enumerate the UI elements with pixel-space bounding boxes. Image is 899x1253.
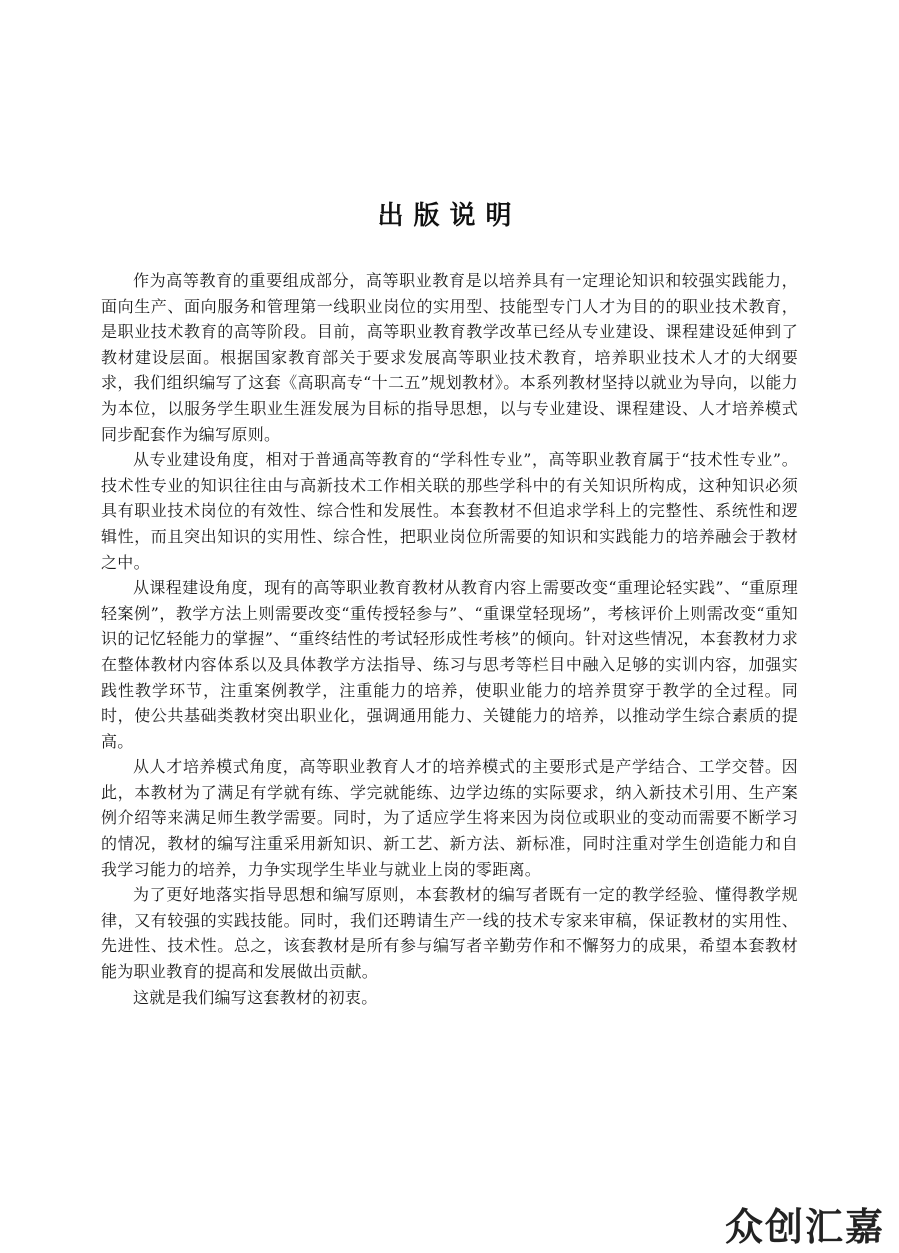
watermark-logo: 众创汇嘉	[724, 1205, 885, 1249]
page-title: 出版说明	[377, 201, 522, 231]
paragraph-6: 这就是我们编写这套教材的初衷。	[133, 987, 378, 1007]
document-body	[101, 268, 798, 1010]
paragraph-1: 作为高等教育的重要组成部分，高等职业教育是以培养具有一定理论知识和较强实践能力，面向生产、面向服务和管理第一线职业岗位的实用型、技能型专门人才为目的的职业技术教育，是职业技术教育的高等阶段。目前，高等职业教育教学改革已经从专业建设、课程建设延伸到了教材建设层面。根据国家教育部关于要求发展高等职业技术教育，培养职业技术人才的大纲要求，我们组织编写了这套《高职高专“十二五”规划教材》。本系列教材坚持以就业为导向，以能力为本位，以服务学生职业生涯发展为目标的指导思想，以与专业建设、课程建设、人才培养模式同步配套作为编写原则。	[101, 271, 798, 444]
paragraph-5: 为了更好地落实指导思想和编写原则，本套教材的编写者既有一定的教学经验、懂得教学规律，又有较强的实践技能。同时，我们还聘请生产一线的技术专家来审稿，保证教材的实用性、先进性、技术性。总之，该套教材是所有参与编写者辛勤劳作和不懈努力的成果，希望本套教材能为职业教育的提高和发展做出贡献。	[101, 885, 798, 982]
paragraph-4: 从人才培养模式角度，高等职业教育人才的培养模式的主要形式是产学结合、工学交替。因此，本教材为了满足有学就有练、学完就能练、边学边练的实际要求，纳入新技术引用、生产案例介绍等来满足师生教学需要。同时，为了适应学生将来因为岗位或职业的变动而需要不断学习的情况，教材的编写注重采用新知识、新工艺、新方法、新标准，同时注重对学生创造能力和自我学习能力的培养，力争实现学生毕业与就业上岗的零距离。	[101, 757, 798, 879]
paragraph-2: 从专业建设角度，相对于普通高等教育的“学科性专业”，高等职业教育属于“技术性专业”。技术性专业的知识往往由与高新技术工作相关联的那些学科中的有关知识所构成，这种知识必须具有职业技术岗位的有效性、综合性和发展性。本套教材不但追求学科上的完整性、系统性和逻辑性，而且突出知识的实用性、综合性，把职业岗位所需要的知识和实践能力的培养融会于教材之中。	[101, 450, 798, 572]
paragraph-3: 从课程建设角度，现有的高等职业教育教材从教育内容上需要改变“重理论轻实践”、“重原理轻案例”，教学方法上则需要改变“重传授轻参与”、“重课堂轻现场”，考核评价上则需改变“重知识的记忆轻能力的掌握”、“重终结性的考试轻形成性考核”的倾向。针对这些情况，本套教材力求在整体教材内容体系以及具体教学方法指导、练习与思考等栏目中融入足够的实训内容，加强实践性教学环节，注重案例教学，注重能力的培养，使职业能力的培养贯穿于教学的全过程。同时，使公共基础类教材突出职业化，强调通用能力、关键能力的培养，以推动学生综合素质的提高。	[101, 578, 798, 751]
